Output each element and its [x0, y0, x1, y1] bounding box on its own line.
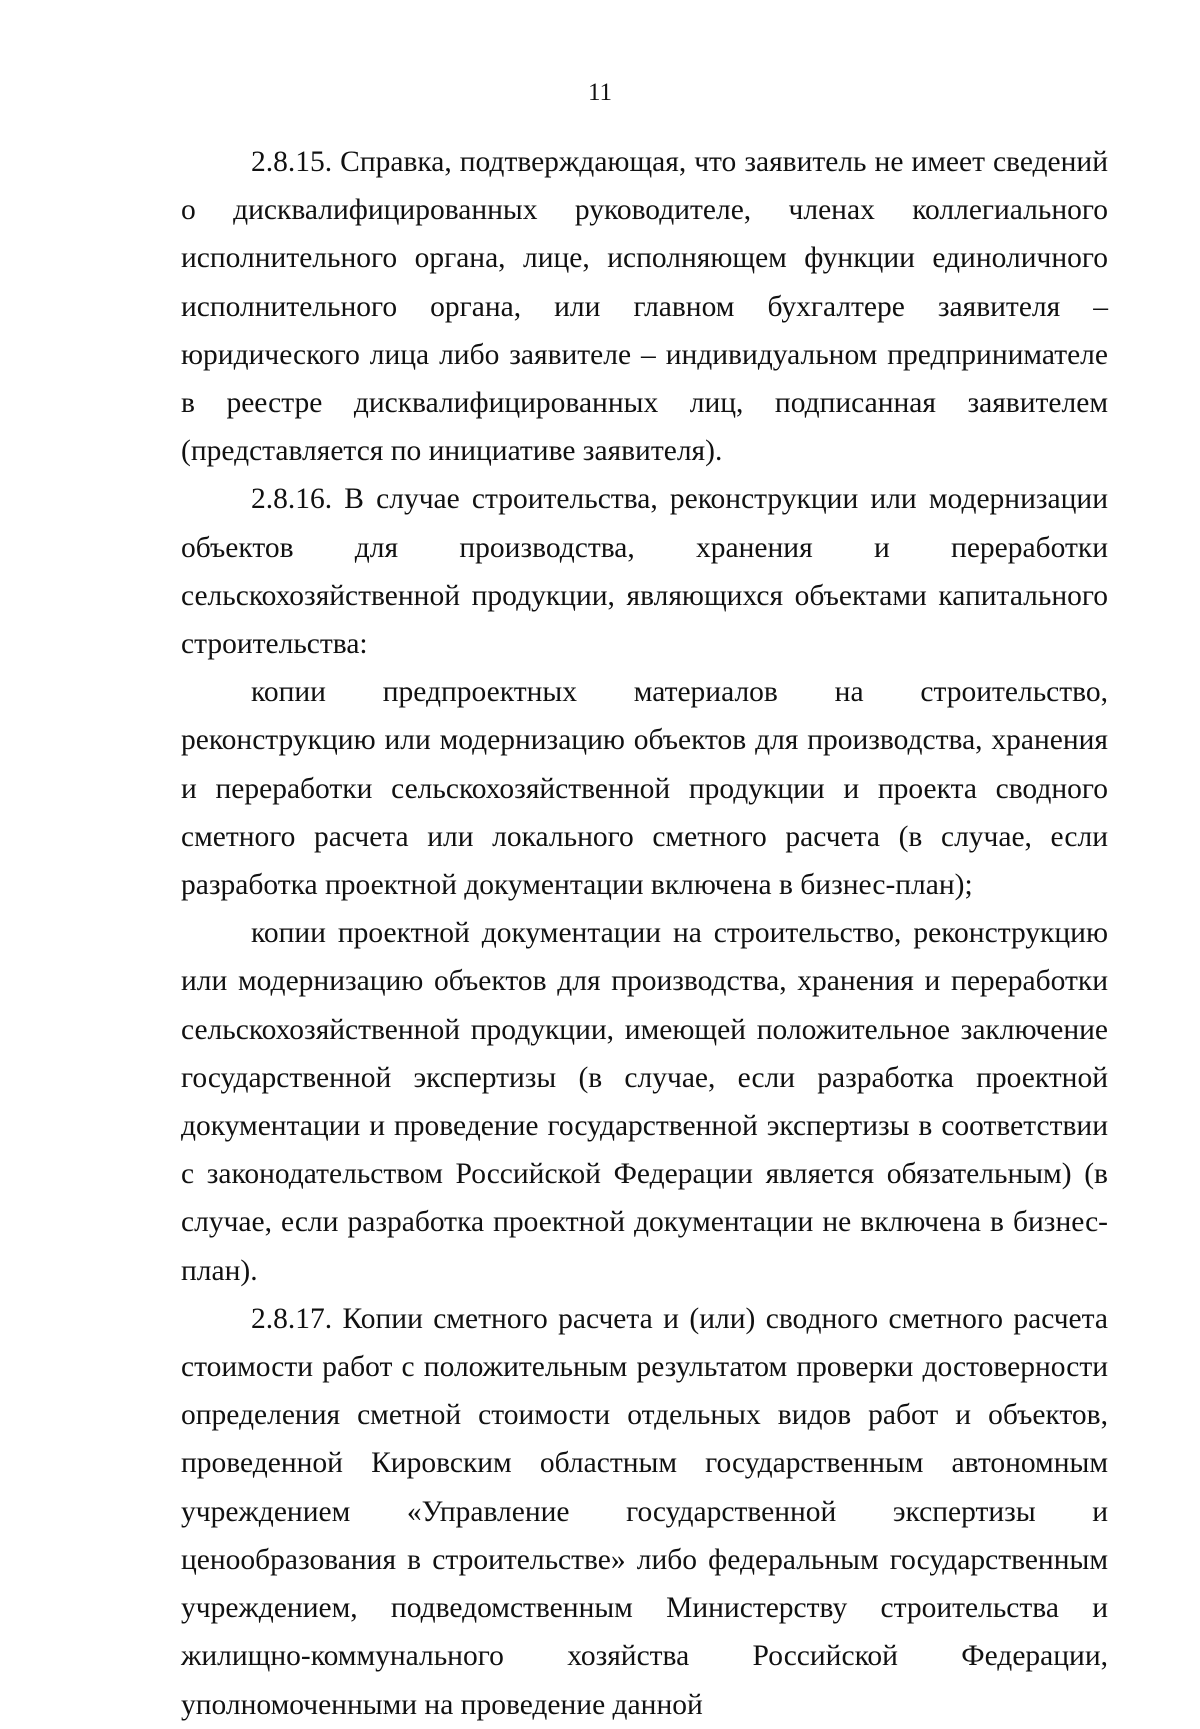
paragraph-project-documentation: копии проектной документации на строительство, реконструкцию или модернизацию объектов для производства, хранения и переработки сельскохозяйственной продукции, имеющей положительное заключение государственной экспертизы (в случае, если разработка проектной документации и проведение государственной экспертизы в соответствии с законодательством Российской Федерации является обязательным) (в случае, если разработка проектной документации не включена в бизнес-план).	[181, 917, 1108, 1287]
paragraph-preproject-materials: копии предпроектных материалов на строительство, реконструкцию или модернизацию объектов для производства, хранения и переработки сельскохозяйственной продукции и проекта сводного сметного расчета или локального сметного расчета (в случае, если разработка проектной документации включена в бизнес-план);	[181, 676, 1108, 902]
paragraph-2-8-16: 2.8.16. В случае строительства, реконструкции или модернизации объектов для производства, хранения и переработки сельскохозяйственной продукции, являющихся объектами капитального строительства:	[181, 483, 1108, 661]
paragraph-2-8-17: 2.8.17. Копии сметного расчета и (или) сводного сметного расчета стоимости работ с положительным результатом проверки достоверности определения сметной стоимости отдельных видов работ и объектов, проведенной Кировским областным государственным автономным учреждением «Управление государственной экспертизы и ценообразования в строительстве» либо федеральным государственным учреждением, подведомственным Министерству строительства и жилищно-коммунального хозяйства Российской Федерации, уполномоченными на проведение данной	[181, 1302, 1108, 1721]
paragraph-2-8-15: 2.8.15. Справка, подтверждающая, что заявитель не имеет сведений о дисквалифицированных руководителе, членах коллегиального исполнительного органа, лице, исполняющем функции единоличного исполнительного органа, или главном бухгалтере заявителя – юридического лица либо заявителе – индивидуальном предпринимателе в реестре дисквалифицированных лиц, подписанная заявителем (представляется по инициативе заявителя).	[181, 146, 1108, 468]
page-number: 11	[587, 79, 613, 106]
document-body	[181, 138, 1108, 1729]
